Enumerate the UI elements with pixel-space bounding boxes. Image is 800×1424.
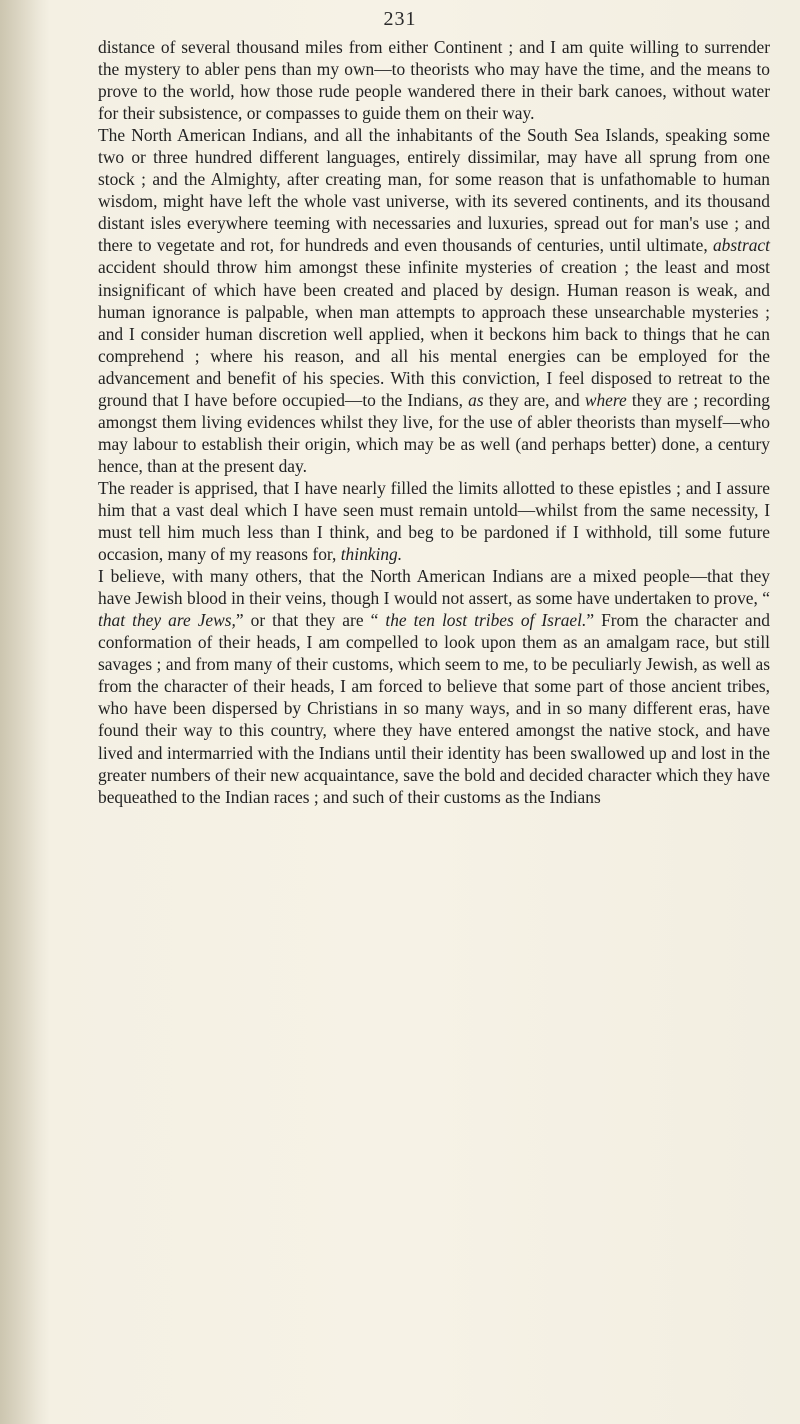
italic-text: the ten lost tribes of Israel. bbox=[385, 610, 587, 631]
binding-gutter-shadow bbox=[0, 0, 50, 1424]
italic-text: as bbox=[468, 389, 484, 410]
paragraph-text: I believe, with many others, that the North American Indians are a mixed people—that they have Jewish blood in their veins, though I would not assert, as some have undertaken to prove, “ bbox=[98, 566, 770, 609]
italic-text: thinking. bbox=[340, 544, 403, 565]
italic-text: that they are Jews, bbox=[98, 610, 236, 631]
paragraph-text: accident should throw him amongst these infinite mysteries of creation ; the least and most insignificant of which have been created and placed by design. Human reason is weak, and human ignorance is palpable, when man attempts to approach these unsearchable mysteries ; and I consider human discretion well applied, when it beckons him back to things that he can comprehend ; where his reason, and all his mental energies can be employed for the advancement and benefit of his species. With this conviction, I feel disposed to retreat to the ground that I have before occupied—to the Indians, bbox=[98, 257, 770, 410]
page-number: 231 bbox=[383, 8, 417, 30]
paragraph bbox=[98, 477, 770, 565]
paragraph-text: The reader is apprised, that I have nearly filled the limits allotted to these epistles ; and I assure him that a vast deal which I have seen must remain untold—whilst from the same necessity, I must tell him much less than I think, and beg to be pardoned if I withhold, till some future occasion, many of my reasons for, bbox=[98, 477, 770, 565]
paragraph bbox=[98, 124, 770, 477]
italic-text: where bbox=[584, 389, 627, 410]
paragraph-text: distance of several thousand miles from either Continent ; and I am quite willing to surrender the mystery to abler pens than my own—to theorists who may have the time, and the means to prove to the world, how those rude people wandered there in their bark canoes, without water for their subsistence, or compasses to guide them on their way. bbox=[98, 37, 770, 124]
paragraph-text: The North American Indians, and all the inhabitants of the South Sea Islands, speaking some two or three hundred different languages, entirely dissimilar, may have all sprung from one stock ; and the Almighty, after creating man, for some reason that is unfathomable to human wisdom, might have left the whole vast universe, with its severed continents, and its thousand distant isles everywhere teeming with necessaries and luxuries, spread out for man's use ; and there to vegetate and rot, for hundreds and even thousands of centuries, until ultimate, bbox=[98, 125, 770, 256]
paragraph-text: they are ; recording amongst them living evidences whilst they live, for the use of abler theorists than myself—who may labour to establish their origin, which may be as well (and perhaps better) done, a century hence, than at the present day. bbox=[98, 389, 770, 476]
paragraph bbox=[98, 565, 770, 808]
paragraph bbox=[98, 36, 770, 124]
text-body bbox=[98, 36, 770, 808]
paragraph-text: ” or that they are “ bbox=[235, 610, 386, 631]
paragraph-text: they are, and bbox=[483, 389, 585, 410]
italic-text: abstract bbox=[712, 235, 770, 256]
paragraph-text: ” From the character and conformation of their heads, I am compelled to look upon them as an amalgam race, but still savages ; and from many of their customs, which seem to me, to be peculiarly Jewish, as well as from the character of their heads, I am forced to believe that some part of those ancient tribes, who have been dispersed by Christians in so many ways, and in so many different eras, have found their way to this country, where they have entered amongst the native stock, and have lived and intermarried with the Indians until their identity has been swallowed up and lost in the greater numbers of their new acquaintance, save the bold and decided character which they have bequeathed to the Indian races ; and such of their customs as the Indians bbox=[98, 610, 771, 807]
